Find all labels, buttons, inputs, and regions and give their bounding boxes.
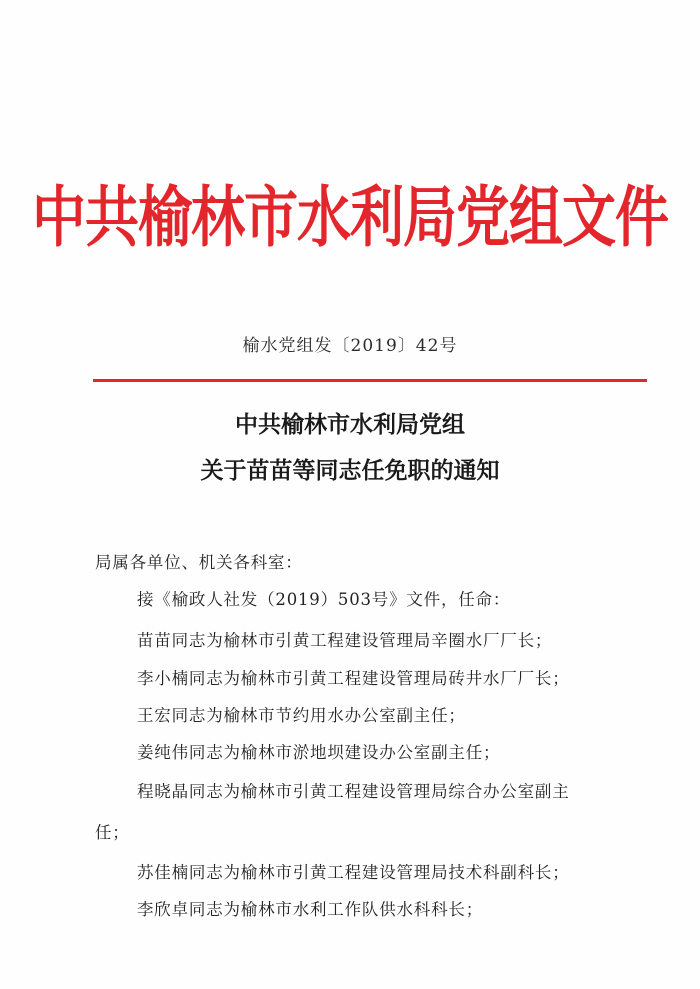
appointment-item-continuation: 任； bbox=[95, 823, 130, 842]
appointment-item: 姜纯伟同志为榆林市淤地坝建设办公室副主任； bbox=[137, 743, 501, 762]
notice-title-line-1: 中共榆林市水利局党组 bbox=[235, 411, 465, 438]
notice-title-line-2: 关于苗苗等同志任免职的通知 bbox=[200, 457, 500, 484]
appointment-item: 苗苗同志为榆林市引黄工程建设管理局辛圈水厂厂长； bbox=[137, 631, 553, 650]
appointment-item: 程晓晶同志为榆林市引黄工程建设管理局综合办公室副主 bbox=[137, 782, 570, 801]
document-number: 榆水党组发〔2019〕42号 bbox=[242, 336, 458, 356]
salutation: 局属各单位、机关各科室： bbox=[95, 553, 303, 572]
red-separator-line bbox=[93, 379, 647, 382]
appointment-item: 王宏同志为榆林市节约用水办公室副主任； bbox=[137, 706, 466, 725]
document-masthead: 中共榆林市水利局党组文件 bbox=[32, 177, 668, 256]
body-intro: 接《榆政人社发（2019）503号》文件，任命： bbox=[137, 590, 511, 609]
appointment-item: 苏佳楠同志为榆林市引黄工程建设管理局技术科副科长； bbox=[137, 863, 570, 882]
appointment-item: 李欣卓同志为榆林市水利工作队供水科科长； bbox=[137, 900, 483, 919]
appointment-item: 李小楠同志为榆林市引黄工程建设管理局砖井水厂厂长； bbox=[137, 669, 570, 688]
